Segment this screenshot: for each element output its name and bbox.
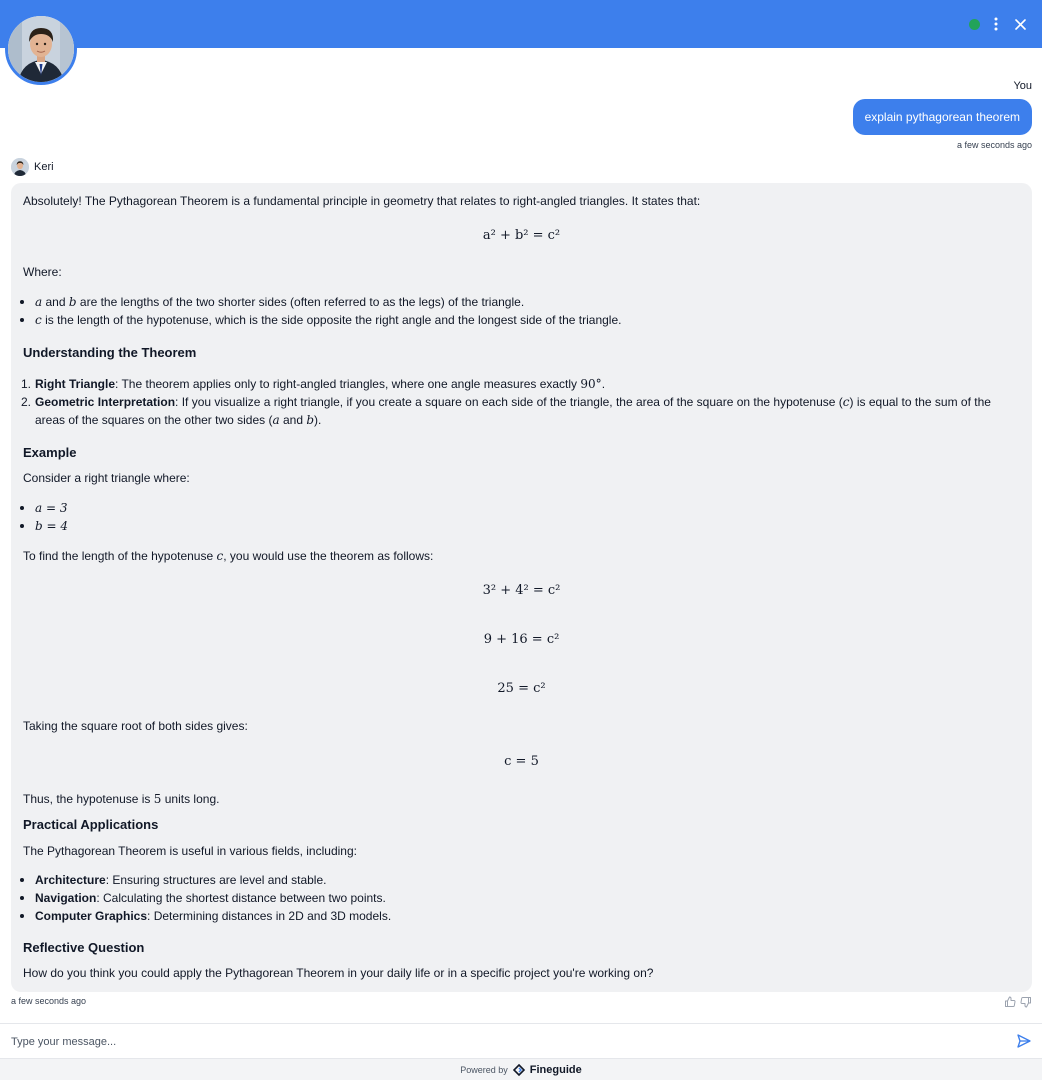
section-heading: Reflective Question xyxy=(23,940,145,955)
section-heading: Understanding the Theorem xyxy=(23,345,197,360)
thumbs-up-icon xyxy=(1004,996,1016,1008)
agent-avatar-small xyxy=(11,158,29,176)
message-input[interactable] xyxy=(11,1032,991,1052)
application-item: Computer Graphics: Determining distances in 2D and 3D models. xyxy=(35,909,392,923)
bullet-dot xyxy=(20,506,24,510)
square-root-paragraph: Taking the square root of both sides gives: xyxy=(23,719,248,733)
person-portrait-image xyxy=(11,158,29,176)
send-icon xyxy=(1016,1033,1032,1049)
more-vertical-icon xyxy=(994,17,998,31)
where-list-item: c is the length of the hypotenuse, which is the side opposite the right angle and the longest side of the triangle. xyxy=(35,313,622,327)
applications-intro: The Pythagorean Theorem is useful in various fields, including: xyxy=(23,844,357,858)
user-message-bubble: explain pythagorean theorem xyxy=(853,99,1032,135)
section-heading: Example xyxy=(23,445,77,460)
agent-message-bubble xyxy=(11,183,1032,992)
fineguide-logo-icon xyxy=(513,1064,525,1076)
powered-by-label: Powered by xyxy=(460,1064,508,1075)
send-button[interactable] xyxy=(1016,1033,1032,1049)
brand-name[interactable]: Fineguide xyxy=(529,1063,582,1076)
more-options-button[interactable] xyxy=(988,14,1004,34)
where-list-item: a and b are the lengths of the two shorter sides (often referred to as the legs) of the triangle. xyxy=(35,295,525,309)
example-value: b = 4 xyxy=(35,519,68,533)
equation-result: c = 5 xyxy=(504,754,539,769)
header-controls xyxy=(969,14,1028,34)
user-message-timestamp: a few seconds ago xyxy=(956,140,1032,150)
thumbs-down-icon xyxy=(1020,996,1032,1008)
close-icon xyxy=(1015,19,1026,30)
list-number: 2. xyxy=(21,395,32,409)
agent-message-timestamp: a few seconds ago xyxy=(11,996,87,1006)
person-portrait-image xyxy=(8,16,74,82)
message-composer xyxy=(0,1023,1042,1058)
powered-by-footer xyxy=(0,1058,1042,1080)
ordered-list-item-continued: areas of the squares on the other two sides (a and b). xyxy=(35,413,322,427)
bullet-dot xyxy=(20,914,24,918)
application-item: Navigation: Calculating the shortest distance between two points. xyxy=(35,891,386,905)
list-number: 1. xyxy=(21,377,32,391)
user-sender-label: You xyxy=(1013,80,1032,92)
equation-step: 3² + 4² = c² xyxy=(482,583,561,598)
agent-name: Keri xyxy=(34,161,54,173)
reflective-question: How do you think you could apply the Pythagorean Theorem in your daily life or in a specific project you're working on? xyxy=(23,966,654,980)
bullet-dot xyxy=(20,896,24,900)
chat-header xyxy=(0,0,1042,48)
application-item: Architecture: Ensuring structures are level and stable. xyxy=(35,873,327,887)
close-button[interactable] xyxy=(1012,14,1028,34)
where-label: Where: xyxy=(23,265,62,279)
bullet-dot xyxy=(20,300,24,304)
main-formula: a² + b² = c² xyxy=(482,228,561,243)
conclusion-paragraph: Thus, the hypotenuse is 5 units long. xyxy=(23,792,220,806)
ordered-list-item: Right Triangle: The theorem applies only to right-angled triangles, where one angle measures exactly 90°. xyxy=(35,377,606,391)
bullet-dot xyxy=(20,318,24,322)
online-status-indicator xyxy=(969,19,980,30)
thumbs-down-button[interactable] xyxy=(1020,995,1032,1007)
agent-avatar-large xyxy=(5,13,77,85)
bullet-dot xyxy=(20,524,24,528)
bullet-dot xyxy=(20,878,24,882)
agent-label-row xyxy=(11,158,54,176)
equation-step: 9 + 16 = c² xyxy=(483,632,560,647)
thumbs-up-button[interactable] xyxy=(1004,995,1016,1007)
to-find-paragraph: To find the length of the hypotenuse c, you would use the theorem as follows: xyxy=(23,549,434,563)
example-intro: Consider a right triangle where: xyxy=(23,471,190,485)
feedback-buttons xyxy=(1004,995,1032,1007)
equation-step: 25 = c² xyxy=(497,681,546,696)
example-value: a = 3 xyxy=(35,501,68,515)
ordered-list-item: Geometric Interpretation: If you visualize a right triangle, if you create a square on each side of the triangle, the area of the square on the hypotenuse (c) is equal to the sum of the xyxy=(35,395,991,409)
section-heading: Practical Applications xyxy=(23,817,159,832)
intro-paragraph: Absolutely! The Pythagorean Theorem is a fundamental principle in geometry that relates to right-angled triangles. It states that: xyxy=(23,194,701,208)
